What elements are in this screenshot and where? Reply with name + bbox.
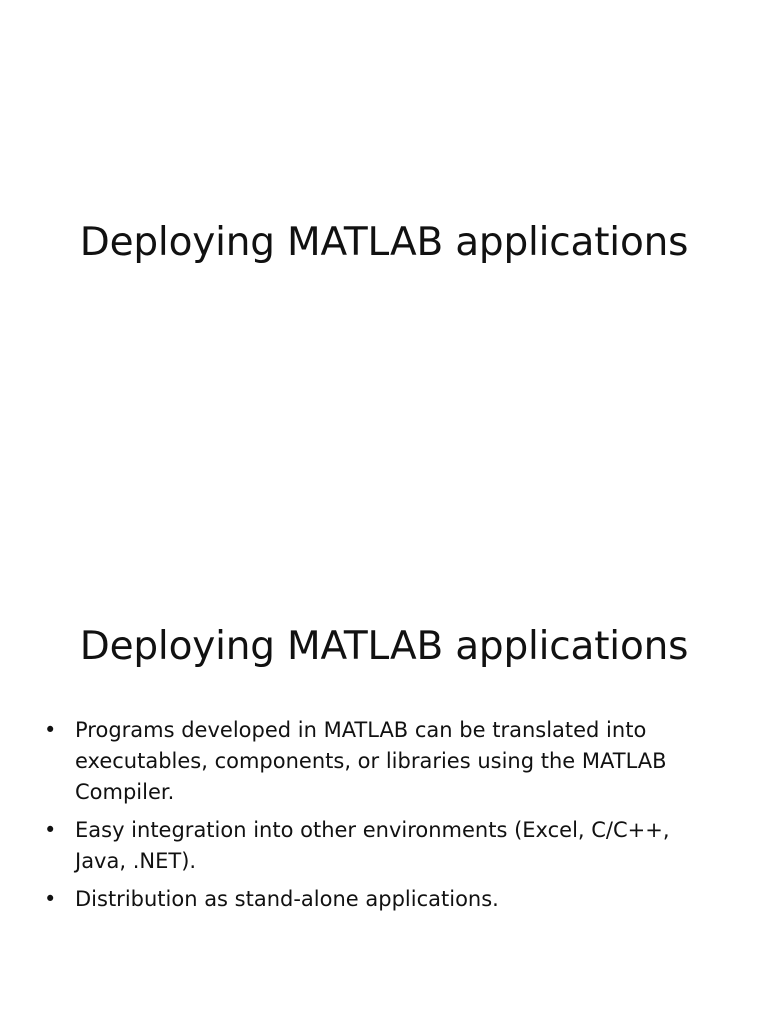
slide-1-title: Deploying MATLAB applications xyxy=(79,220,689,265)
slide-2 xyxy=(0,512,768,1024)
bullet-point-icon: • xyxy=(44,718,57,742)
bullet-list xyxy=(44,715,724,922)
bullet-text-compiler: Programs developed in MATLAB can be translated into executables, components, or libraries using the MATLAB Compiler. xyxy=(75,718,667,804)
bullet-text-distribution: Distribution as stand-alone applications. xyxy=(75,887,499,911)
bullet-item-distribution xyxy=(44,884,724,915)
bullet-point-icon: • xyxy=(44,887,57,911)
bullet-point-icon: • xyxy=(44,818,57,842)
slide-2-title: Deploying MATLAB applications xyxy=(79,624,689,669)
bullet-text-integration: Easy integration into other environments (Excel, C/C++, Java, .NET). xyxy=(75,818,670,873)
bullet-item-compiler xyxy=(44,715,724,808)
bullet-item-integration xyxy=(44,815,724,877)
